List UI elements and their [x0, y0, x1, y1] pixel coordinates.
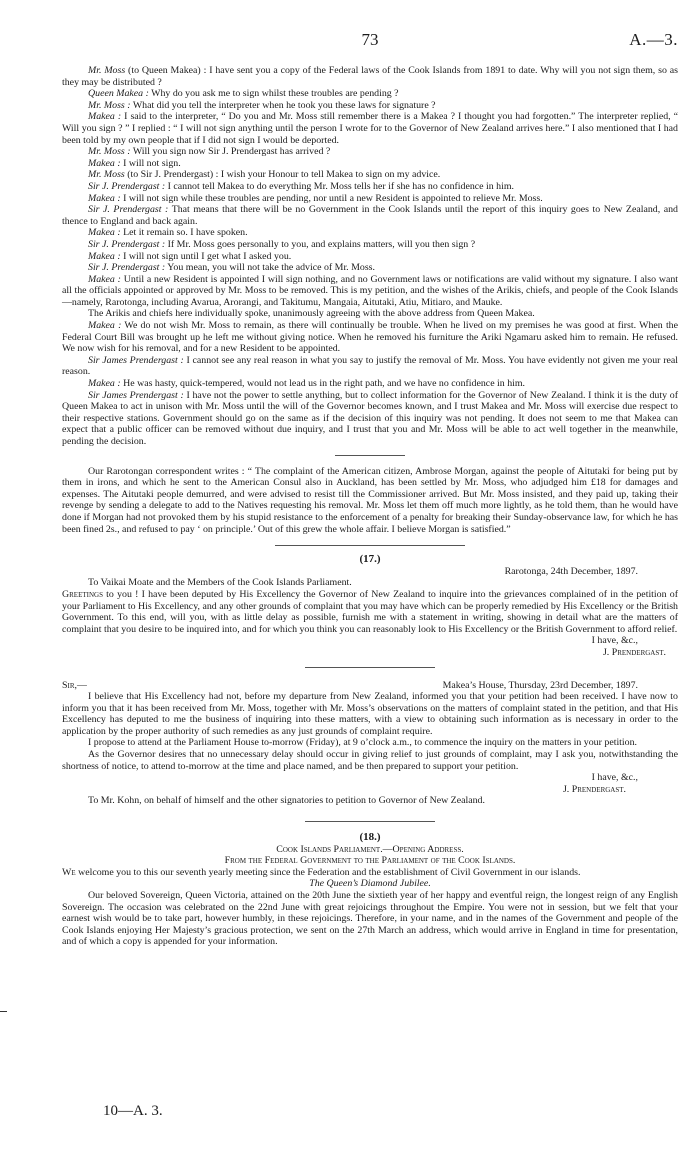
speaker-name: Makea :: [88, 273, 121, 285]
speech-text: I will not sign until I get what I asked you.: [120, 250, 292, 262]
speech-text: You mean, you will not take the advice of Mr. Moss.: [165, 262, 375, 274]
rarotongan-correspondent-paragraph: Our Rarotongan correspondent writes : “ The complaint of the American citizen, Ambrose Morgan, against the people of Aitutaki for being put by them in irons, and which he sent to the American Consul also in Auckland, has been settled by Mr. Moss, who adjudged him £18 for damages and expenses. The Aitutaki people demurred, and were advised to resist till the Commissioner arrived. But Mr. Moss insisted, and they paid up, taking their revenge by sending a delegate to add to the Natives requesting his removal. Mr. Moss let them off much more lightly, as he told them, than he would have done if Morgan had not provoked them by his stupid resistance to the enforcement of a penalty for breaking their Sunday-observance law, for which he has been fined 2s., and refused to pay ‘ on principle.’ Out of this grew the whole affair. I believe Morgan is satisfied.”: [62, 465, 678, 535]
section-18-body: Our beloved Sovereign, Queen Victoria, attained on the 20th June the sixtieth year of her happy and eventful reign, the longest reign of any English Sovereign. The occasion was celebrated on the 22nd June with great rejoicings throughout the Empire. You were not in session, but we felt that your earnest wish would be to take part, however humbly, in these rejoicings. Therefore, in your name, and in the names of the Government and people of the Cook Islands enjoying Her Majesty’s gracious protection, we sent on the 27th March an address, which would arrive in England in time for presentation, and of which a copy is appended for your information.: [62, 890, 678, 948]
speaker-name: Sir J. Prendergast :: [88, 204, 169, 216]
speaker-name: Mr. Moss :: [88, 99, 131, 111]
speaker-name: Makea :: [88, 227, 121, 239]
page-body: [62, 65, 678, 948]
speech-text: If Mr. Moss goes personally to you, and explains matters, will you then sign ?: [165, 238, 476, 250]
speaker-name: Makea :: [88, 192, 121, 204]
speaker-name: Makea :: [88, 111, 122, 123]
greeting-word: Greetings: [62, 588, 103, 600]
dialogue-paragraph: [62, 88, 678, 100]
speaker-name: Makea :: [88, 250, 121, 262]
letter-2-signature: J. Prendergast.: [562, 783, 626, 795]
letter-2-heading: [62, 680, 678, 692]
section-18-title: Cook Islands Parliament.—Opening Address.: [276, 843, 464, 855]
speech-text: Why do you ask me to sign whilst these troubles are pending ?: [148, 88, 399, 100]
speech-text: That means that there will be no Government in the Cook Islands until the report of this inquiry goes to New Zealand, and thence to England and back again.: [62, 204, 678, 227]
dialogue-paragraph: [62, 181, 678, 193]
section-17-signature: J. Prendergast.: [602, 646, 666, 658]
speaker-name: Mr. Moss: [88, 65, 126, 76]
speaker-name: Queen Makea :: [88, 88, 149, 100]
section-18-number: (18.): [359, 831, 381, 844]
speech-text: We do not wish Mr. Moss to remain, as there will continually be trouble. When he lived on my premises he was good at first. When the Federal Court Bill was brought up he left me without giving notice. When he removed his furniture the Ariki Ngamaru asked him to remain. He refused. We now wish for his removal, and for a new Resident to be appointed.: [62, 320, 679, 355]
speech-text: He was hasty, quick-tempered, would not lead us in the right path, and we have no confidence in him.: [120, 378, 526, 390]
dialogue-paragraph: [62, 239, 678, 251]
dialogue-paragraph: [62, 158, 678, 170]
speech-text: What did you tell the interpreter when he took you these laws for signature ?: [130, 99, 436, 111]
speech-text: I will not sign while these troubles are pending, nor until a new Resident is appointed to relieve Mr. Moss.: [120, 192, 543, 204]
dialogue-paragraph: [62, 227, 678, 239]
interview-dialogue: [62, 65, 678, 448]
letter-2-paragraph-2: I propose to attend at the Parliament House to-morrow (Friday), at 9 o’clock a.m., to commence the inquiry on the matters in your petition.: [88, 737, 638, 749]
letter-2-address: To Mr. Kohn, on behalf of himself and the other signatories to petition to Governor of New Zealand.: [88, 795, 485, 807]
speaker-name: Mr. Moss :: [88, 146, 131, 158]
speaker-name: Mr. Moss: [88, 169, 125, 181]
speaker-name: Sir J. Prendergast :: [88, 180, 166, 192]
letter-2-paragraph-3: As the Governor desires that no unnecessary delay should occur in giving relief to just grounds of complaint, may I ask you, notwithstanding the shortness of notice, to attend to-morrow at the time and place named, and be then prepared to support your petition.: [62, 749, 678, 772]
section-18-heading: The Queen’s Diamond Jubilee.: [309, 878, 431, 890]
section-17-dateline: Rarotonga, 24th December, 1897.: [504, 565, 638, 577]
section-divider: [305, 667, 435, 668]
dialogue-paragraph: [62, 111, 678, 146]
dialogue-paragraph: [62, 262, 678, 274]
we-word: We: [62, 866, 76, 878]
dialogue-paragraph: [62, 390, 678, 448]
speech-text: I have not the power to settle anything, but to collect information for the Governor of New Zealand. I think it is the duty of Queen Makea to act in unison with Mr. Moss until the will of the Governor becomes known, and I trust Makea and Mr. Moss will exercise due respect to their respective stations. Government should go on the same as if the decision of this inquiry was not pending. It does not seem to me that Makea can expect that a public officer can be removed without due inquiry, and I trust that you and Mr. Moss will be able to act well together in the meanwhile, pending the decision.: [62, 389, 678, 447]
dialogue-paragraph: [62, 193, 678, 205]
speech-text: I cannot see any real reason in what you say to justify the removal of Mr. Moss. You have evidently not given me your real reason.: [62, 354, 678, 378]
document-reference: A.—3.: [629, 30, 678, 49]
speaker-name: Sir J. Prendergast :: [88, 262, 166, 274]
margin-mark: [0, 1011, 7, 1012]
section-17-body: [62, 589, 678, 635]
speaker-name: Makea :: [88, 320, 122, 332]
letter-2-dateline: Makea’s House, Thursday, 23rd December, 1897.: [442, 679, 638, 691]
speech-text: Let it remain so. I have spoken.: [120, 227, 248, 239]
dialogue-paragraph: [62, 65, 678, 88]
speech-text: Will you sign now Sir J. Prendergast has arrived ?: [130, 146, 331, 158]
section-17-closing: I have, &c.,: [591, 635, 638, 647]
page-footer-signature: 10—A. 3.: [103, 1103, 163, 1119]
speech-text: I said to the interpreter, “ Do you and Mr. Moss still remember there is a Makea ? I thought you had forgotten.” The interpreter replied, “ Will you sign ? ” I replied : “ I will not sign anything until the person I wrote for to the Governor of New Zealand arrives here.” I also mentioned that I had been told by my own people that if I did not sign I would be deported.: [62, 111, 678, 146]
dialogue-paragraph: [62, 320, 678, 355]
section-18-intro: [62, 867, 678, 879]
speaker-name: Sir James Prendergast :: [88, 354, 184, 366]
speaker-name: Sir J. Prendergast :: [88, 238, 166, 250]
dialogue-paragraph: [62, 146, 678, 158]
speech-text: I will not sign.: [120, 157, 181, 169]
speaker-name: Sir James Prendergast :: [88, 389, 184, 401]
page-header: [62, 28, 678, 52]
dialogue-paragraph: [62, 308, 678, 320]
section-divider: [305, 821, 435, 822]
section-divider: [275, 545, 465, 546]
speaker-name: Makea :: [88, 157, 121, 169]
letter-2-salutation: Sir,—: [62, 679, 87, 691]
dialogue-paragraph: [62, 274, 678, 309]
speech-text: (to Sir J. Prendergast) : I wish your Honour to tell Makea to sign on my advice.: [124, 169, 441, 181]
letter-2-paragraph-1: I believe that His Excellency had not, before my departure from New Zealand, informed you that your petition had been received. I have now to inform you that it has been received from Mr. Moss, together with Mr. Moss’s observations on the matters of complaint stated in the petition, and that His Excellency has deputed to me the business of inquiring into these matters, with a view to obtaining such information as is necessary in order to the application by the proper authority of such remedies as any just grounds of complaint require.: [62, 691, 678, 737]
speech-text: (to Queen Makea) : I have sent you a copy of the Federal laws of the Cook Islands from 1891 to date. Why will you not sign them, so as they may be distributed ?: [62, 65, 678, 88]
section-17-number: (17.): [359, 553, 381, 566]
speaker-name: Makea :: [88, 378, 121, 390]
section-17-address: To Vaikai Moate and the Members of the Cook Islands Parliament.: [88, 577, 352, 589]
speech-text: Until a new Resident is appointed I will sign nothing, and no Government laws or notifications are valid without my signature. I also want all the officials appointed or approved by Mr. Moss to be removed. This is my petition, and the wishes of the Arikis, chiefs, and people of the Cook Islands—namely, Rarotonga, including Avarua, Arorangi, and Takitumu, Mangaia, Aitutaki, Atiu, Mitiaro, and Mauke.: [62, 273, 679, 308]
dialogue-paragraph: [62, 100, 678, 112]
speech-text: I cannot tell Makea to do everything Mr. Moss tells her if she has no confidence in him.: [165, 180, 515, 192]
dialogue-paragraph: [62, 204, 678, 227]
narration-text: The Arikis and chiefs here individually spoke, unanimously agreeing with the above address from Queen Makea.: [88, 308, 535, 320]
section-divider: [335, 455, 405, 456]
page-number: 73: [361, 30, 379, 49]
dialogue-paragraph: [62, 355, 678, 378]
dialogue-paragraph: [62, 378, 678, 390]
section-18-subtitle: From the Federal Government to the Parliament of the Cook Islands.: [224, 855, 516, 867]
letter-2-closing: I have, &c.,: [591, 772, 638, 784]
dialogue-paragraph: [62, 169, 678, 181]
section-17-body-text: to you ! I have been deputed by His Excellency the Governor of New Zealand to inquire into the grievances complained of in the petition of your Parliament to His Excellency, and any other grounds of complaint that you may have which can be properly remedied by His Excellency or the British Government. To this end, will you, with as little delay as possible, furnish me with a statement in writing, showing in detail what are the matters of complaint that you desire to be inquired into, and for which you think you can reasonably look to His Excellency or the British Government to afford relief.: [62, 588, 678, 635]
section-18-intro-text: welcome you to this our seventh yearly meeting since the Federation and the establishment of Civil Government in our islands.: [75, 866, 581, 878]
dialogue-paragraph: [62, 251, 678, 263]
